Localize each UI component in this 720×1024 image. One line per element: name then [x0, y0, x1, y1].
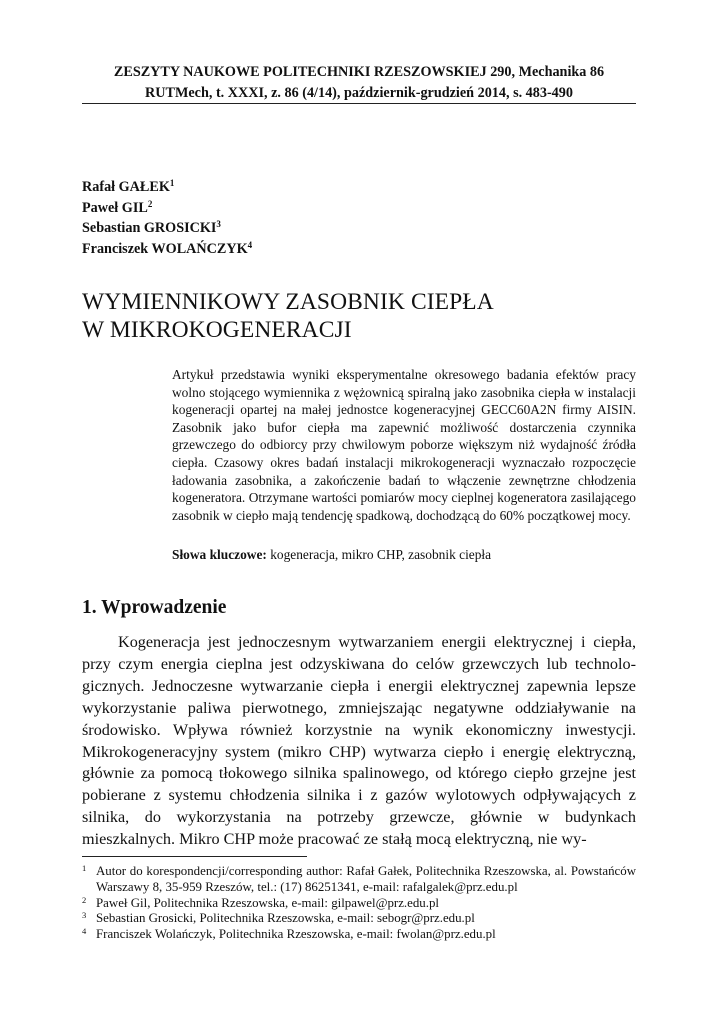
footnote-3-text: Sebastian Grosicki, Politechnika Rzeszowska, e-mail: sebogr@prz.edu.pl: [96, 911, 475, 926]
author-3: Sebastian GROSICKI$^3$: [82, 219, 221, 236]
body-paragraph: Kogeneracja jest jednoczesnym wytwarzaniem energii elektrycznej i ciepła, przy czym energia cieplna jest odzyskiwana do celów grzewczych lub technologicznych. Jednoczesne wytwarzanie ciepła i energii elektrycznej zapewnia lepsze wykorzystanie paliwa pierwotnego, zmniejszając negatywne oddziaływanie na środowisko. Wpływa również korzystnie na wynik ekonomiczny inwestycji. Mikrokogeneracyjny system (mikro CHP) wytwarza ciepło i energię elektryczną, głównie za pomocą tłokowego silnika spalinowego, od którego ciepło grzejne jest pobierane z systemu chłodzenia silnika i z gazów wylotowych odpływających z silnika, do wykorzystania na potrzeby grzewcze, głównie w budynkach mieszkalnych. Mikro CHP może pracować ze stałą mocą elektryczną, nie wy-: [82, 633, 636, 849]
footnote-1-mark: 1: [82, 863, 87, 873]
author-4: Franciszek WOLAŃCZYK$^4$: [82, 239, 253, 257]
footnote-2-text: Paweł Gil, Politechnika Rzeszowska, e-mail: gilpawel@prz.edu.pl: [96, 895, 439, 910]
footnote-4-text: Franciszek Wolańczyk, Politechnika Rzeszowska, e-mail: fwolan@prz.edu.pl: [96, 927, 496, 942]
footnote-rule: [82, 856, 307, 857]
keywords: [172, 546, 636, 564]
section-number: 1.: [82, 597, 97, 618]
footnotes: [82, 864, 636, 943]
journal-header-line-2: RUTMech, t. XXXI, z. 86 (4/14), październik-grudzień 2014, s. 483-490: [145, 85, 573, 101]
author-2-affiliation-mark: 2: [147, 198, 153, 209]
keywords-text: kogeneracja, mikro CHP, zasobnik ciepła: [266, 547, 492, 562]
paper-title-line-2: W MIKROKOGENERACJI: [82, 317, 352, 343]
header-rule: [82, 103, 636, 104]
footnote-1: [82, 864, 636, 896]
author-2: Paweł GIL$^2$: [82, 198, 153, 216]
paper-title: [82, 288, 642, 344]
section-heading: [82, 597, 226, 619]
author-1-affiliation-mark: 1: [169, 178, 175, 188]
footnote-2: [82, 896, 636, 912]
abstract: Artykuł przedstawia wyniki eksperymentalne okresowego badania efektów pracy wolno stojącego wymiennika z wężownicą spiralną jako zasobnika ciepła w instalacji kogeneracji opartej na małej jednostce kogeneracyjnej GECC60A2N firmy AISIN. Zasobnik jako bufor ciepła ma zapewnić możliwość dostarczenia czynnika grzewczego do odbiorcy przy chwilowym poborze większym niż wydajność źródła ciepła. Czasowy okres badań instalacji mikrokogeneracji wyznaczało rozpoczęcie ładowania zasobnika, a zakończenie badań to włączenie zewnętrzne chłodzenia kogeneratora. Otrzymane wartości pomiarów mocy cieplnej kogeneratora zasilającego zasobnik w ciepło mają tendencję spadkową, dochodzącą do 60% początkowej mocy.: [172, 367, 636, 523]
author-4-affiliation-mark: 4: [247, 239, 253, 250]
footnote-4-mark: 4: [82, 926, 87, 937]
author-list: [82, 177, 252, 259]
footnote-3: [82, 911, 636, 927]
journal-header-line-1: ZESZYTY NAUKOWE POLITECHNIKI RZESZOWSKIEJ 290, Mechanika 86: [113, 64, 605, 80]
author-3-affiliation-mark: 3: [216, 219, 221, 229]
footnote-3-mark: 3: [82, 910, 87, 921]
author-1: Rafał GAŁEK$^1$: [82, 178, 175, 195]
keywords-label: Słowa kluczowe:: [172, 547, 267, 562]
footnote-1-text: Autor do korespondencji/corresponding author: Rafał Gałek, Politechnika Rzeszowska, al. Powstańców Warszawy 8, 35-959 Rzeszów, tel.: (17) 86251341, e-mail: rafalgalek@prz.edu.pl: [96, 864, 636, 894]
footnote-2-mark: 2: [82, 894, 87, 905]
paper-title-line-1: WYMIENNIKOWY ZASOBNIK CIEPŁA: [82, 289, 494, 315]
section-title: Wprowadzenie: [101, 597, 227, 618]
journal-header: [82, 62, 636, 104]
footnote-4: [82, 927, 636, 943]
